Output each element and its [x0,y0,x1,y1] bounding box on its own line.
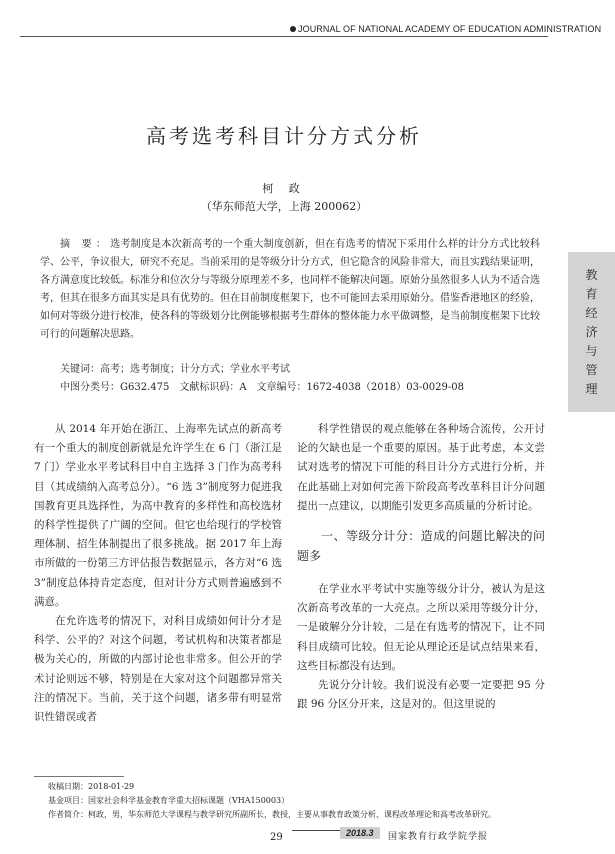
body-paragraph: 在学业水平考试中实施等级分计分，被认为是这次新高考改革的一大亮点。之所以采用等级分计分，一是破解分分计较，二是在有选考的情况下，让不同科目成绩可比较。但无论从理论还是试点结果来看，这些目标都没有达到。 [297,583,545,672]
author-affiliation: （华东师范大学，上海 200062） [200,200,368,213]
body-column-left [34,420,282,727]
side-char: 与 [585,344,598,358]
keywords: 关键词：高考；选考制度；计分方式；学业水平考试 [60,364,290,375]
abstract-text: 选考制度是本次新高考的一个重大制度创新，但在有选考的情况下采用什么样的计分方式比较科学、公平，争议很大，研究不充足。当前采用的是等级分计分方式，但它隐含的风险非常大，而且实践结果证明，各方满意度比较低。标准分和位次分与等级分原理差不多，也同样不能解决问题。原始分虽然很多人认为不适合选考，但其在很多方面其实是具有优势的。但在目前制度框架下，也不可能回去采用原始分。借鉴香港地区的经验，如何对等级分进行校准，使各科的等级划分比例能够根据考生群体的整体能力水平做调整，是当前制度框架下比较可行的问题解决思路。 [40,239,540,340]
classification-line: 中图分类号：G632.475 文献标识码：A 文章编号：1672-4038（2018）03-0029-08 [60,382,464,393]
abstract [40,236,540,344]
footnote-rule [34,776,124,777]
issue-badge: 2018.3 [340,827,380,839]
footer-rule [292,830,340,831]
side-char: 教 [585,268,598,282]
abstract-label: 摘 要： [60,239,111,250]
author-name: 柯 政 [262,182,306,195]
received-date: 收稿日期：2018-01-29 [48,782,135,791]
page-number: 29 [270,832,283,843]
side-char: 管 [585,363,598,377]
body-paragraph: 先说分分计较。我们说没有必要一定要把 95 分跟 96 分区分开来，这是对的。但这里说的 [297,679,545,711]
header-rule [20,36,548,37]
side-char: 理 [585,382,598,396]
side-column-label [568,266,615,399]
journal-header [290,24,601,34]
fund-info: 基金项目：国家社会科学基金教育学重大招标课题（VHA150003） [48,796,290,805]
body-column-right [297,420,545,714]
body-paragraph: 科学性错误的观点能够在各种场合流传，公开讨论的欠缺也是一个重要的原因。基于此考虑，本文尝试对选考的情况下可能的科目计分方式进行分析，并在此基础上对如何完善下阶段高考改革科目计分问题提出一点建议，以期能引发更多高质量的分析讨论。 [297,423,545,512]
article-title: 高考选考科目计分方式分析 [146,124,422,148]
bullet-icon [290,26,296,32]
body-paragraph: 从 2014 年开始在浙江、上海率先试点的新高考有一个重大的制度创新就是允许学生在 6 门（浙江是 7 门）学业水平考试科目中自主选择 3 门作为高考科目（其成绩纳入高考总分）。“6 选 3”制度努力促进我国教育更具选择性，为高中教育的多样性和高校选材的科学性提供了广阔的空间。但它也给现行的学校管理体制、招生体制提出了很多挑战。据 2017 年上海市所做的一份第三方评估报告数据显示，各方对“6 选 3”制度总体持肯定态度，但对计分方式则普遍感到不满意。 [34,423,282,608]
author-bio: 作者简介：柯政，男，华东师范大学课程与教学研究所副所长，教授，主要从事教育政策分析、课程改革理论和高考改革研究。 [48,810,496,819]
side-char: 济 [585,325,598,339]
section-heading: 一、等级分计分：造成的问题比解决的问题多 [297,529,545,564]
footnotes [34,780,554,822]
body-paragraph: 在允许选考的情况下，对科目成绩如何计分才是科学、公平的？对这个问题，考试机构和决策者都是极为关心的，所做的内部讨论也非常多。但公开的学术讨论则远不够，特别是在大家对这个问题都异常关注的情况下。当前，关于这个问题，诸多带有明显常识性错误或者 [34,615,282,724]
journal-chinese-name: 国家教育行政学院学报 [388,832,489,842]
side-char: 经 [585,306,598,320]
journal-english-name: JOURNAL OF NATIONAL ACADEMY OF EDUCATION ADMINISTRATION [298,24,602,34]
side-char: 育 [585,287,598,301]
